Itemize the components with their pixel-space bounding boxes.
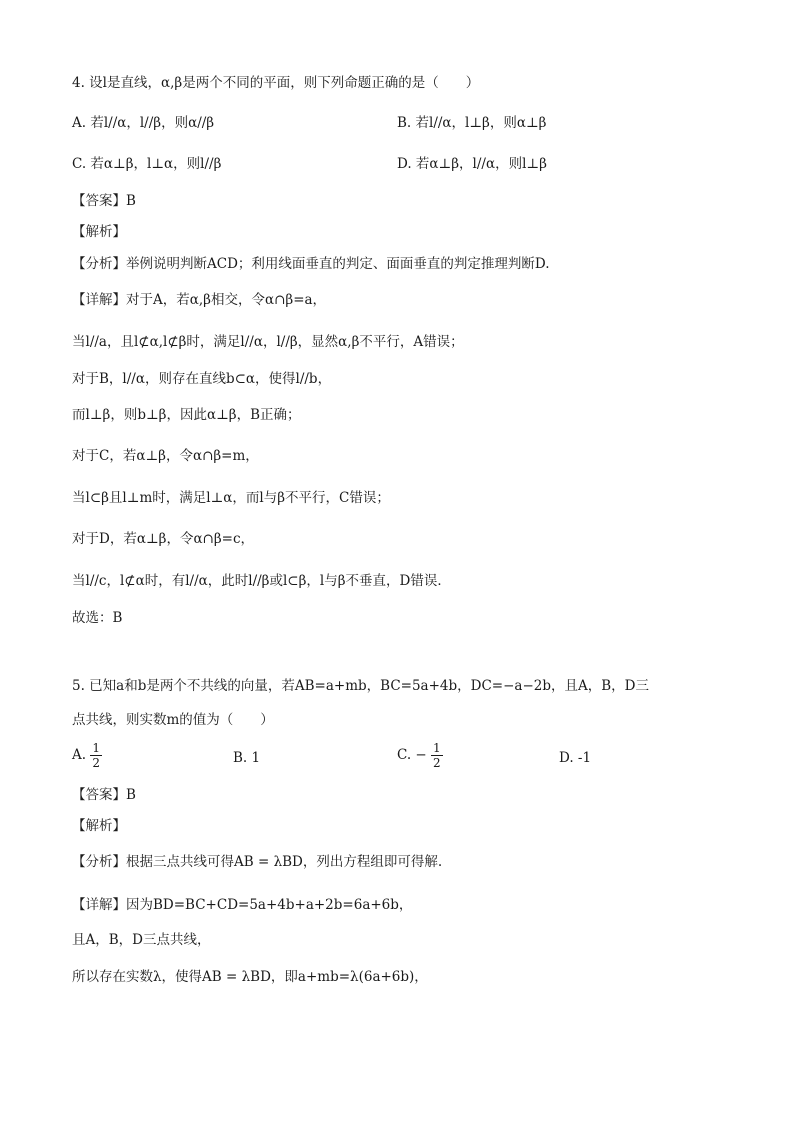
q4-detail-9: 故选：B <box>72 610 123 626</box>
q4-detail-7: 对于D，若α⊥β，令α∩β=c， <box>72 531 255 547</box>
q5-option-a <box>72 741 102 770</box>
q5-option-a-fraction <box>90 741 102 770</box>
q5-option-b: B. 1 <box>233 750 261 766</box>
q5-stem-line-2: 点共线，则实数m的值为（ ） <box>72 712 274 728</box>
q4-fenxi: 【分析】举例说明判断ACD；利用线面垂直的判定、面面垂直的判定推理判断D. <box>72 256 550 272</box>
q5-detail-2: 且A，B，D三点共线， <box>72 932 211 948</box>
q4-detail-5: 对于C，若α⊥β，令α∩β=m， <box>72 448 259 464</box>
q5-option-a-label: A. <box>72 747 87 763</box>
q5-option-c-fraction <box>431 741 443 770</box>
q5-detail-1: 【详解】因为BD=BC+CD=5a+4b+a+2b=6a+6b， <box>72 897 413 913</box>
q4-detail-8: 当l//c，l⊄α时，有l//α，此时l//β或l⊂β，l与β不垂直，D错误． <box>72 573 451 589</box>
q4-answer: 【答案】B <box>72 193 136 209</box>
q5-analysis-tag: 【解析】 <box>72 818 126 834</box>
q5-answer: 【答案】B <box>72 787 136 803</box>
q5-option-a-denominator: 2 <box>92 756 100 770</box>
q5-detail-3: 所以存在实数λ，使得AB = λBD，即a+mb=λ(6a+6b)， <box>72 969 428 985</box>
q5-option-c-numerator: 1 <box>433 741 441 755</box>
q4-analysis-tag: 【解析】 <box>72 224 126 240</box>
q5-option-a-numerator: 1 <box>92 741 100 755</box>
q4-option-b: B. 若l//α，l⊥β，则α⊥β <box>397 115 547 131</box>
q5-fenxi: 【分析】根据三点共线可得AB = λBD，列出方程组即可得解. <box>72 854 443 870</box>
q4-detail-4: 而l⊥β，则b⊥β，因此α⊥β，B正确； <box>72 407 301 423</box>
q4-detail-3: 对于B，l//α，则存在直线b⊂α，使得l//b， <box>72 371 332 387</box>
q4-detail-6: 当l⊂β且l⊥m时，满足l⊥α，而l与β不平行，C错误； <box>72 490 390 506</box>
q5-stem-line-1: 5. 已知a和b是两个不共线的向量，若AB=a+mb，BC=5a+4b，DC=−a−2b，且A，B，D三 <box>72 678 649 694</box>
q5-option-c-label: C. − <box>397 747 427 763</box>
q5-option-c <box>397 741 443 770</box>
q4-option-a: A. 若l//α，l//β，则α//β <box>72 115 215 131</box>
q4-stem: 4. 设l是直线，α,β是两个不同的平面，则下列命题正确的是（ ） <box>72 75 480 91</box>
q4-option-c: C. 若α⊥β，l⊥α，则l//β <box>72 156 222 172</box>
q4-detail-1: 【详解】对于A，若α,β相交，令α∩β=a， <box>72 292 327 308</box>
q4-detail-2: 当l//a，且l⊄α,l⊄β时，满足l//α，l//β，显然α,β不平行，A错误； <box>72 334 464 350</box>
q5-option-c-denominator: 2 <box>433 756 441 770</box>
q4-option-d: D. 若α⊥β，l//α，则l⊥β <box>397 156 547 172</box>
q5-option-d: D. -1 <box>559 750 592 766</box>
